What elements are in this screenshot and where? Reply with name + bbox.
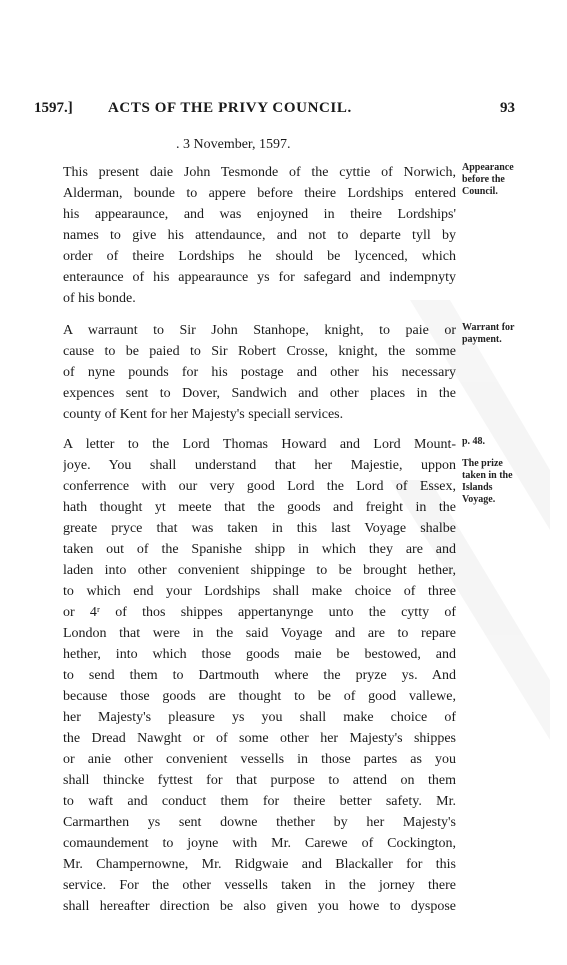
text-line: the Dread Nawght or of some other her Majesty's shippes — [63, 731, 456, 746]
margin-note-prize — [462, 458, 562, 506]
page-reference — [462, 436, 562, 448]
text-line: of nyne pounds for his postage and other his necessary — [63, 365, 456, 380]
page-ref-line: p. 48. — [462, 436, 486, 447]
entry-paragraph-letter — [63, 434, 456, 917]
text-line: enteraunce of his appearaunce ys for safegard and indempnyty — [63, 270, 456, 285]
text-line: joye. You shall understand that her Majestie, uppon — [63, 458, 456, 473]
text-line: to send them to Dartmouth where the pryze ys. And — [63, 668, 456, 683]
text-line: of his bonde. — [63, 291, 136, 306]
note-line: Council. — [462, 186, 498, 197]
text-line: Carmarthen ys sent downe thether by her Majesty's — [63, 815, 456, 830]
text-line: London that were in the said Voyage and are to repare — [63, 626, 456, 641]
text-line: conferrence with our very good Lord the Lord of Essex, — [63, 479, 456, 494]
text-line: A warraunt to Sir John Stanhope, knight, to paie or — [63, 323, 456, 338]
text-line: order of theire Lordships he should be lycenced, which — [63, 249, 456, 264]
text-line: to which end your Lordships shall make choice of three — [63, 584, 456, 599]
text-line: his appearaunce, and was enjoyned in theire Lordships' — [63, 207, 456, 222]
margin-note-appearance — [462, 162, 562, 198]
text-line: cause to be paied to Sir Robert Crosse, knight, the somme — [63, 344, 456, 359]
note-line: taken in the — [462, 470, 513, 481]
text-line: county of Kent for her Majesty's speciall services. — [63, 407, 344, 422]
text-line: to waft and conduct them for theire better safety. Mr. — [63, 794, 456, 809]
entry-paragraph-appearance — [63, 162, 456, 309]
note-line: Warrant for — [462, 322, 515, 333]
note-line: Voyage. — [462, 494, 496, 505]
text-line: This present daie John Tesmonde of the cyttie of Norwich, — [63, 165, 456, 180]
running-head-title: ACTS OF THE PRIVY COUNCIL. — [108, 100, 352, 116]
text-line: shall thincke fyttest for that purpose to attend on them — [63, 773, 456, 788]
note-line: Islands — [462, 482, 493, 493]
text-line: comaundement to joyne with Mr. Carewe of Cockington, — [63, 836, 456, 851]
page-number: 93 — [500, 100, 515, 116]
note-line: Appearance — [462, 162, 514, 173]
text-line: shall hereafter direction be also given you howe to dyspose — [63, 899, 456, 914]
note-line: The prize — [462, 458, 503, 469]
text-line: greate pryce that was taken in this last Voyage shalbe — [63, 521, 456, 536]
margin-note-warrant — [462, 322, 562, 346]
text-line: expences sent to Dover, Sandwich and other places in the — [63, 386, 456, 401]
text-line: laden into other convenient shippinge to be brought hether, — [63, 563, 456, 578]
dateline: . 3 November, 1597. — [176, 137, 291, 152]
text-line: names to give his attendaunce, and not to departe tyll by — [63, 228, 456, 243]
text-line: taken out of the Spanishe shipp in which they are and — [63, 542, 456, 557]
entry-paragraph-warrant — [63, 320, 456, 425]
text-line: her Majesty's pleasure ys you shall make choice of — [63, 710, 456, 725]
text-line: hath thought yt meete that the goods and freight in the — [63, 500, 456, 515]
note-line: before the — [462, 174, 505, 185]
text-line: Mr. Champernowne, Mr. Ridgwaie and Blackaller for this — [63, 857, 456, 872]
text-line: hether, into which those goods maie be bestowed, and — [63, 647, 456, 662]
text-line: Alderman, bounde to appere before theire Lordships entered — [63, 186, 456, 201]
text-line: service. For the other vessells taken in the jorney there — [63, 878, 456, 893]
note-line: payment. — [462, 334, 502, 345]
running-head-year: 1597.] — [34, 100, 73, 116]
text-line: because those goods are thought to be of good vallewe, — [63, 689, 456, 704]
text-line: or anie other convenient vessells in those partes as you — [63, 752, 456, 767]
text-line: or 4ʳ of thos shippes appertanynge unto the cytty of — [63, 605, 456, 620]
text-line: A letter to the Lord Thomas Howard and Lord Mount- — [63, 437, 456, 452]
